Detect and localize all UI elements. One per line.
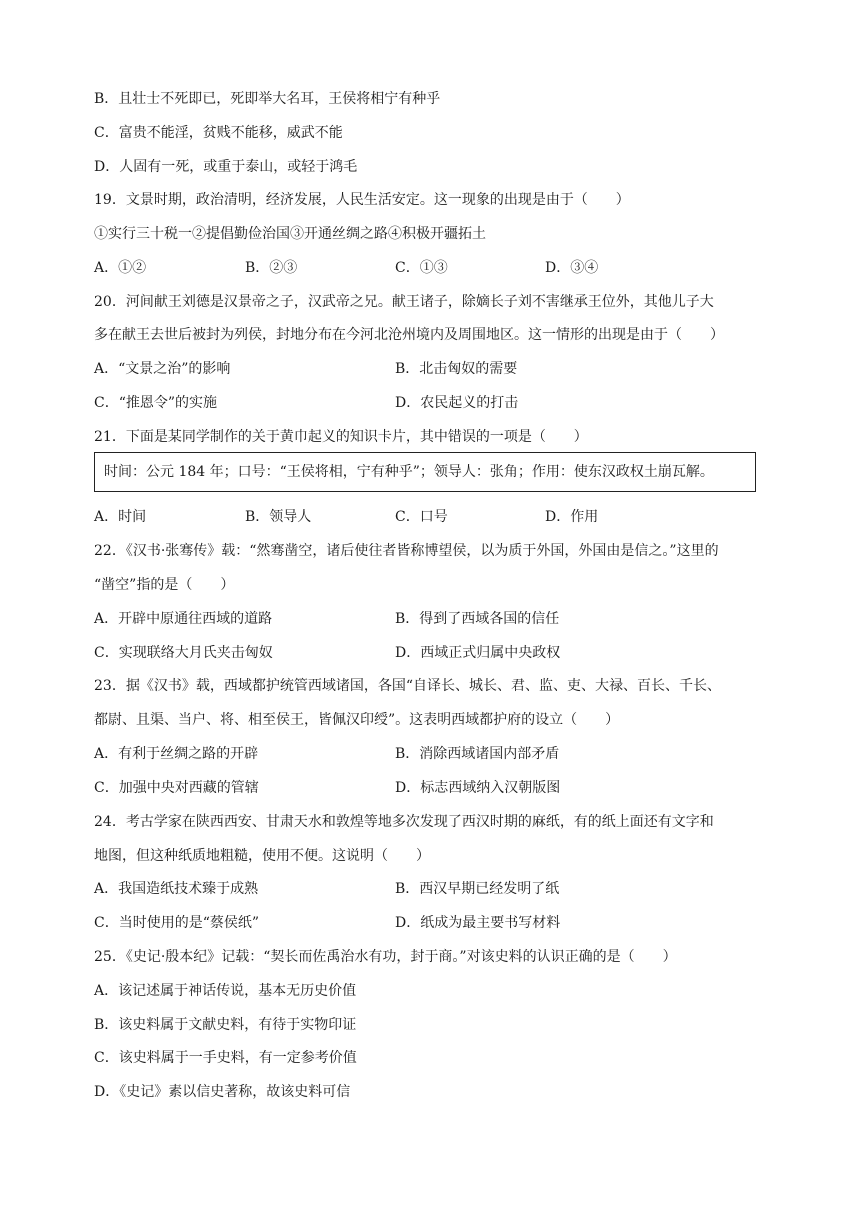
q22-stem-line2: “凿空”指的是（ ） [94, 577, 235, 593]
q18-option-b: B．且壮士不死即已，死即举大名耳，王侯将相宁有种乎 [94, 91, 441, 107]
q24-option-b: B．西汉早期已经发明了纸 [395, 881, 560, 897]
q24-option-c: C．当时使用的是“蔡侯纸” [94, 915, 260, 931]
q25-stem: 25．《史记·殷本纪》记载：“契长而佐禹治水有功，封于商。”对该史料的认识正确的是（ ） [94, 949, 677, 965]
q23-stem-line2: 都尉、且渠、当户、将、相至侯王，皆佩汉印绶”。这表明西域都护府的设立（ ） [94, 712, 620, 728]
q24-stem-line1: 24．考古学家在陕西西安、甘肃天水和敦煌等地多次发现了西汉时期的麻纸，有的纸上面还有文字和 [94, 814, 714, 830]
q21-stem: 21．下面是某同学制作的关于黄巾起义的知识卡片，其中错误的一项是（ ） [94, 429, 588, 445]
q20-stem-line2: 多在献王去世后被封为列侯，封地分布在今河北沧州境内及周围地区。这一情形的出现是由于（ ） [94, 327, 724, 343]
q23-option-d: D．标志西域纳入汉朝版图 [395, 780, 561, 796]
q25-option-c: C．该史料属于一手史料，有一定参考价值 [94, 1050, 357, 1066]
q22-option-b: B．得到了西域各国的信任 [395, 611, 560, 627]
q25-option-a: A．该记述属于神话传说，基本无历史价值 [94, 983, 357, 999]
q19-option-a: A．①② [94, 260, 147, 276]
q23-option-c: C．加强中央对西藏的管辖 [94, 780, 259, 796]
q19-option-d: D．③④ [545, 260, 599, 276]
q24-stem-line2: 地图，但这种纸质地粗糙，使用不便。这说明（ ） [94, 848, 430, 864]
q20-option-b: B．北击匈奴的需要 [395, 361, 518, 377]
q24-option-a: A．我国造纸技术臻于成熟 [94, 881, 259, 897]
q20-stem-line1: 20．河间献王刘德是汉景帝之子，汉武帝之兄。献王诸子，除嫡长子刘不害继承王位外，其他儿子大 [94, 294, 714, 310]
q22-stem-line1: 22．《汉书·张骞传》载：“然骞凿空，诸后使往者皆称博望侯，以为质于外国，外国由是信之。”这里的 [94, 543, 719, 559]
q18-option-d: D．人固有一死，或重于泰山，或轻于鸿毛 [94, 159, 358, 175]
q22-option-d: D．西域正式归属中央政权 [395, 645, 561, 661]
q19-stem: 19．文景时期，政治清明，经济发展，人民生活安定。这一现象的出现是由于（ ） [94, 192, 630, 208]
q20-option-d: D．农民起义的打击 [395, 395, 519, 411]
q25-option-b: B．该史料属于文献史料，有待于实物印证 [94, 1017, 357, 1033]
q22-option-c: C．实现联络大月氏夹击匈奴 [94, 645, 273, 661]
q20-option-a: A．“文景之治”的影响 [94, 361, 231, 377]
q21-knowledge-card: 时间：公元 184 年；口号：“王侯将相，宁有种乎”；领导人：张角；作用：使东汉政权土崩瓦解。 [94, 452, 756, 492]
q23-stem-line1: 23．据《汉书》载，西域都护统管西域诸国，各国“自译长、城长、君、监、吏、大禄、百长、千长、 [94, 678, 721, 694]
q19-option-c: C．①③ [395, 260, 448, 276]
q20-option-c: C．“推恩令”的实施 [94, 395, 218, 411]
q21-option-d: D．作用 [545, 509, 599, 525]
q21-option-b: B．领导人 [245, 509, 312, 525]
q22-option-a: A．开辟中原通往西域的道路 [94, 611, 273, 627]
q25-option-d: D．《史记》素以信史著称，故该史料可信 [94, 1084, 351, 1100]
q24-option-d: D．纸成为最主要书写材料 [395, 915, 561, 931]
q19-items: ①实行三十税一②提倡勤俭治国③开通丝绸之路④积极开疆拓土 [94, 226, 486, 242]
q23-option-a: A．有利于丝绸之路的开辟 [94, 746, 259, 762]
q23-option-b: B．消除西域诸国内部矛盾 [395, 746, 560, 762]
q18-option-c: C．富贵不能淫，贫贱不能移，威武不能 [94, 125, 343, 141]
q19-option-b: B．②③ [245, 260, 298, 276]
q21-option-c: C．口号 [395, 509, 448, 525]
q21-option-a: A．时间 [94, 509, 147, 525]
